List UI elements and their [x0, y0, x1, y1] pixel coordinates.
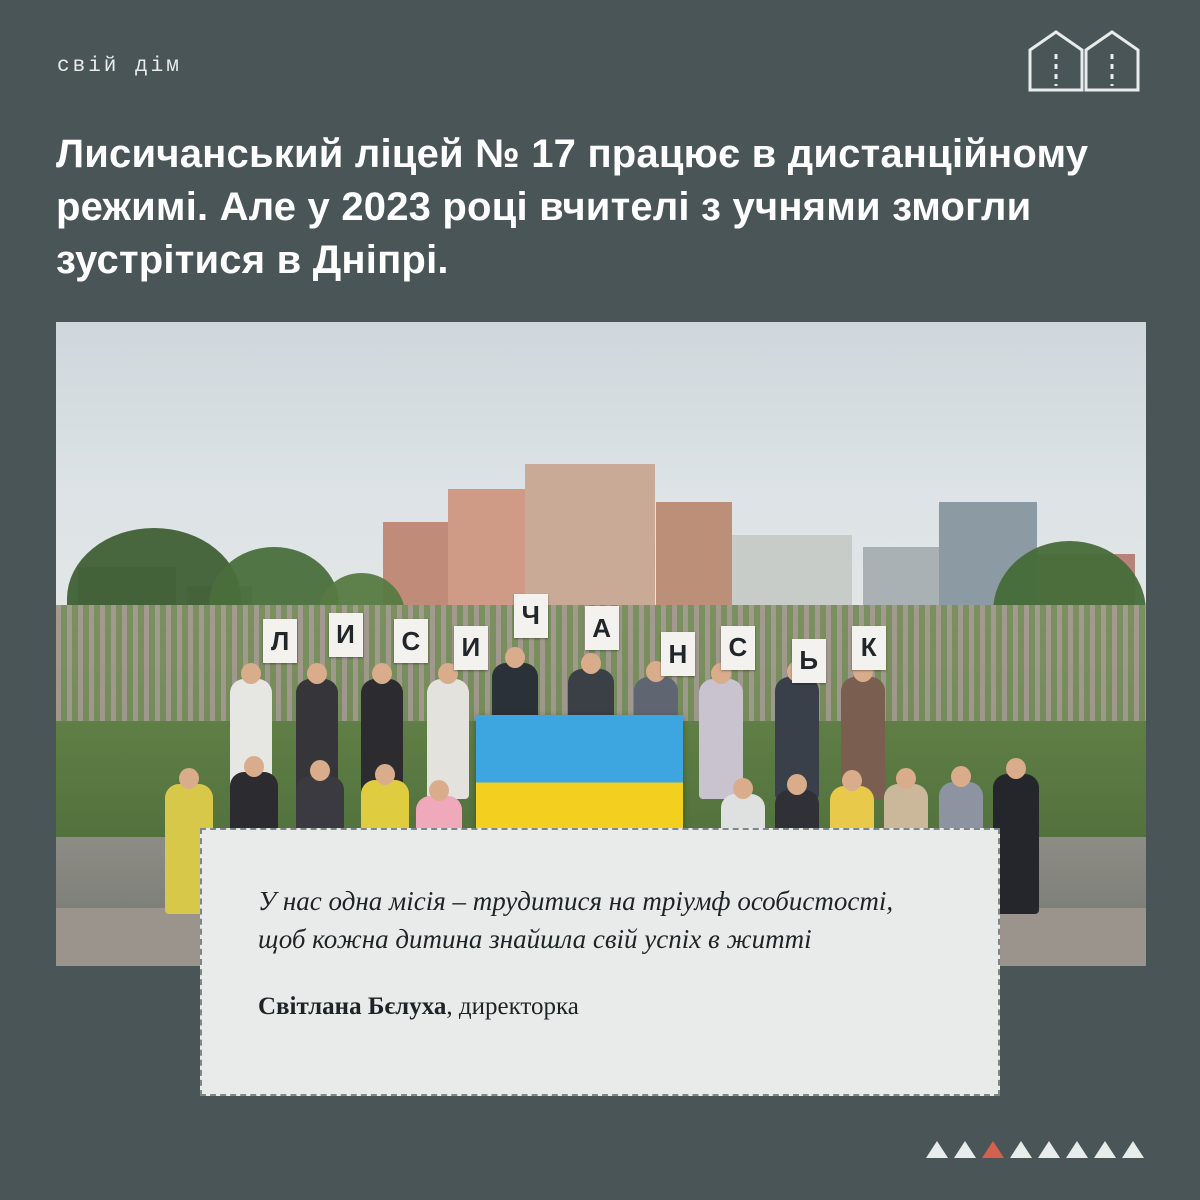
- quote-author: [258, 993, 942, 1021]
- letter-card: С: [721, 626, 755, 670]
- letter-card: Н: [661, 632, 695, 676]
- triangle-icon: [1010, 1141, 1032, 1158]
- letter-card: И: [329, 613, 363, 657]
- letter-card: Л: [263, 619, 297, 663]
- letter-card: С: [394, 619, 428, 663]
- letter-card: Ь: [792, 639, 826, 683]
- triangle-icon: [954, 1141, 976, 1158]
- photo-person: [993, 774, 1039, 914]
- page-title: Лисичанський ліцей № 17 працює в дистанційному режимі. Але у 2023 році вчителі з учнями змогли зустрітися в Дніпрі.: [56, 132, 1089, 282]
- triangle-icon: [926, 1141, 948, 1158]
- house-book-logo-icon: [1026, 28, 1142, 94]
- brand-name: свій дім: [57, 55, 182, 78]
- quote-author-role: , директорка: [446, 992, 579, 1020]
- letter-card: Ч: [514, 594, 548, 638]
- letter-card: К: [852, 626, 886, 670]
- quote-author-name: Світлана Бєлуха: [258, 992, 447, 1020]
- footer-triangles: [926, 1141, 1144, 1158]
- letter-card: И: [454, 626, 488, 670]
- triangle-icon: [1122, 1141, 1144, 1158]
- photo-person: [427, 679, 469, 799]
- triangle-icon: [1066, 1141, 1088, 1158]
- quote-text: У нас одна місія – трудитися на тріумф особистості, щоб кожна дитина знайшла свій успіх в житті: [258, 886, 894, 955]
- triangle-icon-accent: [982, 1141, 1004, 1158]
- quote-card: [200, 828, 1000, 1096]
- triangle-icon: [1094, 1141, 1116, 1158]
- triangle-icon: [1038, 1141, 1060, 1158]
- letter-card: А: [585, 606, 619, 650]
